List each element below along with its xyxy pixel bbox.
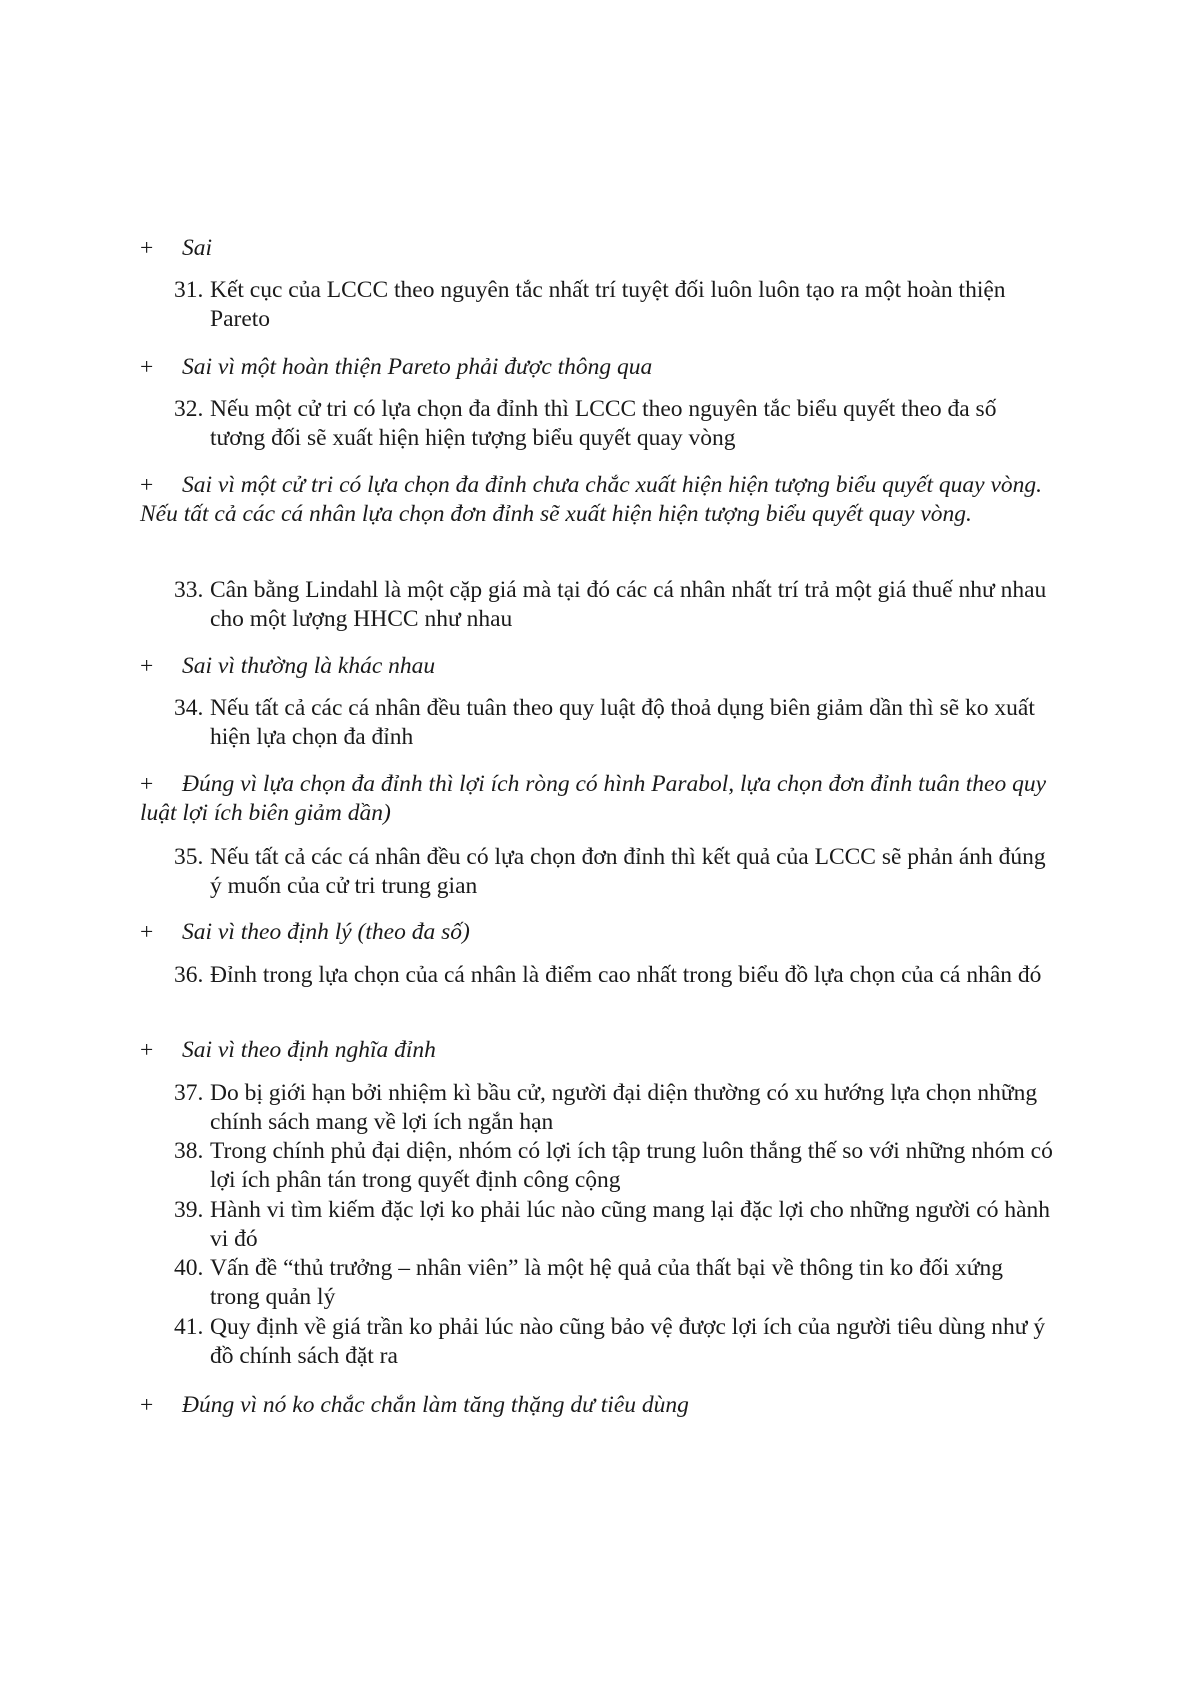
answer-text: Sai vì thường là khác nhau <box>182 653 436 679</box>
question-text: Vấn đề “thủ trưởng – nhân viên” là một hệ quả của thất bại về thông tin ko đối xứng trong quản lý <box>210 1255 1003 1310</box>
answer-marker: + <box>140 1037 154 1063</box>
answer-line <box>140 471 1060 529</box>
question-item <box>174 843 1054 901</box>
answer-line <box>140 1036 1060 1065</box>
question-text: Quy định về giá trần ko phải lúc nào cũng bảo vệ được lợi ích của người tiêu dùng như ý đồ chính sách đặt ra <box>210 1314 1046 1369</box>
question-item <box>174 1079 1054 1137</box>
question-text: Nếu tất cả các cá nhân đều tuân theo quy luật độ thoả dụng biên giảm dần thì sẽ ko xuất hiện lựa chọn đa đỉnh <box>210 695 1035 750</box>
answer-marker: + <box>140 1392 154 1418</box>
answer-line <box>140 353 1060 382</box>
question-text: Trong chính phủ đại diện, nhóm có lợi ích tập trung luôn thắng thế so với những nhóm có lợi ích phân tán trong quyết định công cộng <box>210 1138 1053 1193</box>
question-item <box>174 694 1054 752</box>
question-text: Cân bằng Lindahl là một cặp giá mà tại đó các cá nhân nhất trí trả một giá thuế như nhau cho một lượng HHCC như nhau <box>210 577 1047 632</box>
answer-text: Sai vì một cử tri có lựa chọn đa đỉnh chưa chắc xuất hiện hiện tượng biểu quyết quay vòng. Nếu tất cả các cá nhân lựa chọn đơn đỉnh sẽ xuất hiện hiện tượng biểu quyết quay vòng. <box>140 472 1043 527</box>
question-number: 31. <box>174 277 204 303</box>
question-item <box>174 1254 1054 1312</box>
answer-line <box>140 652 1060 681</box>
question-text: Đỉnh trong lựa chọn của cá nhân là điểm cao nhất trong biểu đồ lựa chọn của cá nhân đó <box>210 962 1042 988</box>
question-text: Nếu tất cả các cá nhân đều có lựa chọn đơn đỉnh thì kết quả của LCCC sẽ phản ánh đúng ý muốn của cử tri trung gian <box>210 844 1046 899</box>
question-number: 36. <box>174 962 204 988</box>
question-item <box>174 576 1054 634</box>
question-number: 33. <box>174 577 204 603</box>
answer-marker: + <box>140 919 154 945</box>
question-number: 40. <box>174 1255 204 1281</box>
answer-text: Sai vì theo định nghĩa đỉnh <box>182 1037 436 1063</box>
answer-text: Sai vì một hoàn thiện Pareto phải được thông qua <box>182 354 653 380</box>
question-item <box>174 1313 1054 1371</box>
question-number: 35. <box>174 844 204 870</box>
answer-text: Sai vì theo định lý (theo đa số) <box>182 919 470 945</box>
answer-text: Đúng vì lựa chọn đa đỉnh thì lợi ích ròng có hình Parabol, lựa chọn đơn đỉnh tuân theo quy luật lợi ích biên giảm dần) <box>140 771 1047 826</box>
answer-marker: + <box>140 354 154 380</box>
answer-line <box>140 770 1060 828</box>
question-number: 37. <box>174 1080 204 1106</box>
question-number: 41. <box>174 1314 204 1340</box>
question-number: 38. <box>174 1138 204 1164</box>
question-item <box>174 1196 1054 1254</box>
question-item <box>174 395 1054 453</box>
question-item <box>174 961 1054 990</box>
question-text: Kết cục của LCCC theo nguyên tắc nhất trí tuyệt đối luôn luôn tạo ra một hoàn thiện Pareto <box>210 277 1006 332</box>
answer-marker: + <box>140 653 154 679</box>
question-text: Nếu một cử tri có lựa chọn đa đỉnh thì LCCC theo nguyên tắc biểu quyết theo đa số tương đối sẽ xuất hiện hiện tượng biểu quyết quay vòng <box>210 396 997 451</box>
answer-marker: + <box>140 771 154 797</box>
question-text: Hành vi tìm kiếm đặc lợi ko phải lúc nào cũng mang lại đặc lợi cho những người có hành vi đó <box>210 1197 1051 1252</box>
question-number: 34. <box>174 695 204 721</box>
question-number: 39. <box>174 1197 204 1223</box>
answer-line <box>140 918 1060 947</box>
answer-text: Sai <box>182 235 213 261</box>
answer-line <box>140 234 1060 263</box>
question-number: 32. <box>174 396 204 422</box>
answer-text: Đúng vì nó ko chắc chắn làm tăng thặng dư tiêu dùng <box>182 1392 689 1418</box>
answer-line <box>140 1391 1060 1420</box>
answer-marker: + <box>140 472 154 498</box>
question-text: Do bị giới hạn bởi nhiệm kì bầu cử, người đại diện thường có xu hướng lựa chọn những chính sách mang về lợi ích ngắn hạn <box>210 1080 1038 1135</box>
question-item <box>174 276 1054 334</box>
question-item <box>174 1137 1054 1195</box>
answer-marker: + <box>140 235 154 261</box>
